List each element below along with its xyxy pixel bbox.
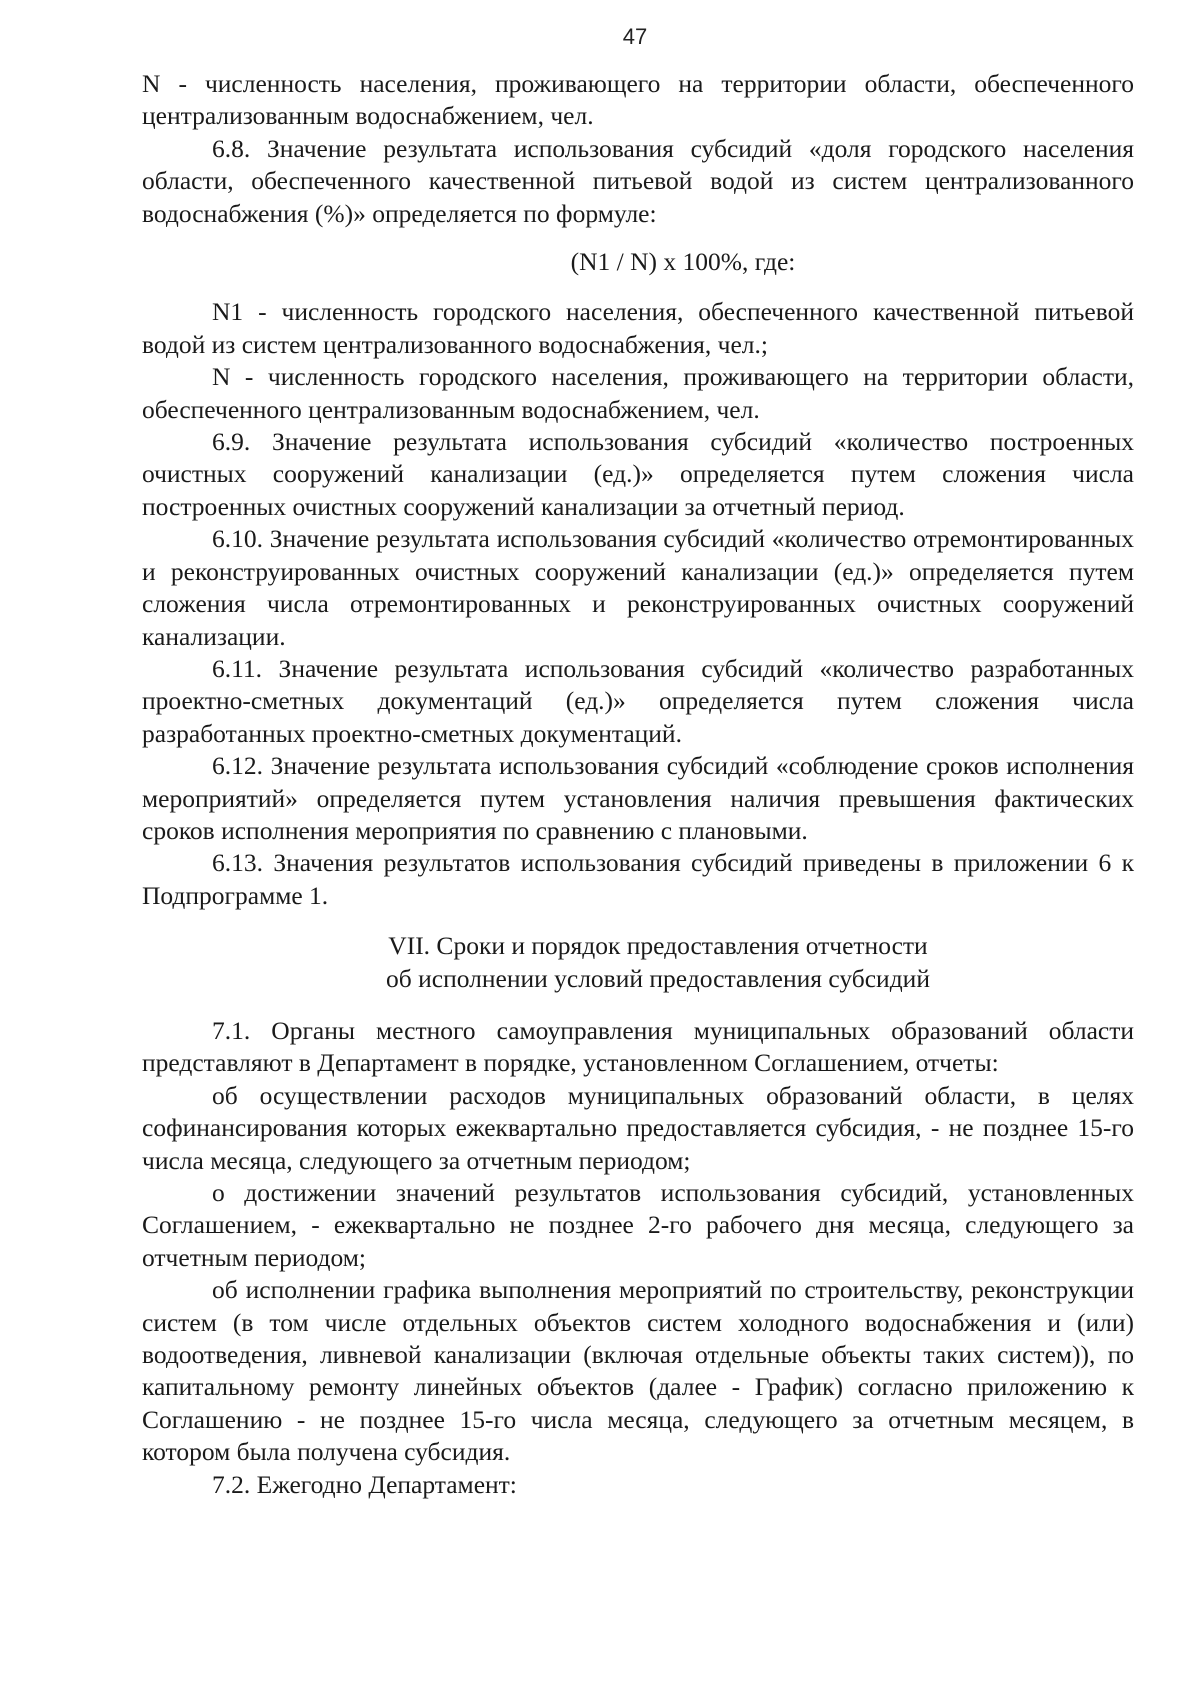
paragraph-6-9: 6.9. Значение результата использования субсидий «количество построенных очистных сооружений канализации (ед.)» определяется путем сложения числа построенных очистных сооружений канализации за отчетный период. — [142, 427, 1134, 521]
paragraph-7-2: 7.2. Ежегодно Департамент: — [212, 1469, 517, 1499]
formula: (N1 / N) x 100%, где: — [570, 247, 796, 277]
paragraph-6-12: 6.12. Значение результата использования субсидий «соблюдение сроков исполнения мероприятий» определяется путем установления наличия превышения фактических сроков исполнения мероприятия по сравнению с плановыми. — [142, 751, 1134, 845]
paragraph-6-11: 6.11. Значение результата использования субсидий «количество разработанных проектно-сметных документаций (ед.)» определяется путем сложения числа разработанных проектно-сметных документаций. — [142, 653, 1134, 748]
paragraph-6-13: 6.13. Значения результатов использования субсидий приведены в приложении 6 к Подпрограмме 1. — [142, 848, 1134, 910]
page-number: 47 — [622, 24, 648, 49]
section-heading-line-2: об исполнении условий предоставления субсидий — [386, 963, 930, 993]
section-heading-line-1: VII. Сроки и порядок предоставления отчетности — [388, 931, 928, 961]
document-body — [142, 68, 1134, 1501]
paragraph-n-definition: N - численность населения, проживающего на территории области, обеспеченного централизованным водоснабжением, чел. — [142, 69, 1134, 131]
paragraph-7-1: 7.1. Органы местного самоуправления муниципальных образований области представляют в Департамент в порядке, установленном Соглашением, отчеты: — [142, 1015, 1134, 1078]
paragraph-results-report: о достижении значений результатов использования субсидий, установленных Соглашением, - ежеквартально не позднее 2-го рабочего дня месяца, следующего за отчетным периодом; — [142, 1178, 1134, 1272]
section-heading-vii — [142, 930, 1134, 995]
paragraph-schedule-report: об исполнении графика выполнения мероприятий по строительству, реконструкции систем (в том числе отдельных объектов систем холодного водоснабжения и (или) водоотведения, ливневой канализации (включая отдельные объекты таких систем)), по капитальному ремонту линейных объектов (далее - График) согласно приложению к Соглашению - не позднее 15-го числа месяца, следующего за отчетным месяцем, в котором была получена субсидия. — [142, 1275, 1134, 1467]
paragraph-6-10: 6.10. Значение результата использования субсидий «количество отремонтированных и реконструированных очистных сооружений канализации (ед.)» определяется путем сложения числа отремонтированных и реконструированных очистных сооружений канализации. — [142, 524, 1134, 651]
paragraph-n1-definition: N1 - численность городского населения, обеспеченного качественной питьевой водой из систем централизованного водоснабжения, чел.; — [142, 297, 1134, 359]
paragraph-n-urban-definition: N - численность городского населения, проживающего на территории области, обеспеченного централизованным водоснабжением, чел. — [142, 362, 1134, 424]
paragraph-expenses-report: об осуществлении расходов муниципальных образований области, в целях софинансирования которых ежеквартально предоставляется субсидия, - не позднее 15-го числа месяца, следующего за отчетным периодом; — [142, 1080, 1134, 1175]
paragraph-6-8: 6.8. Значение результата использования субсидий «доля городского населения области, обеспеченного качественной питьевой водой из систем централизованного водоснабжения (%)» определяется по формуле: — [142, 133, 1134, 228]
